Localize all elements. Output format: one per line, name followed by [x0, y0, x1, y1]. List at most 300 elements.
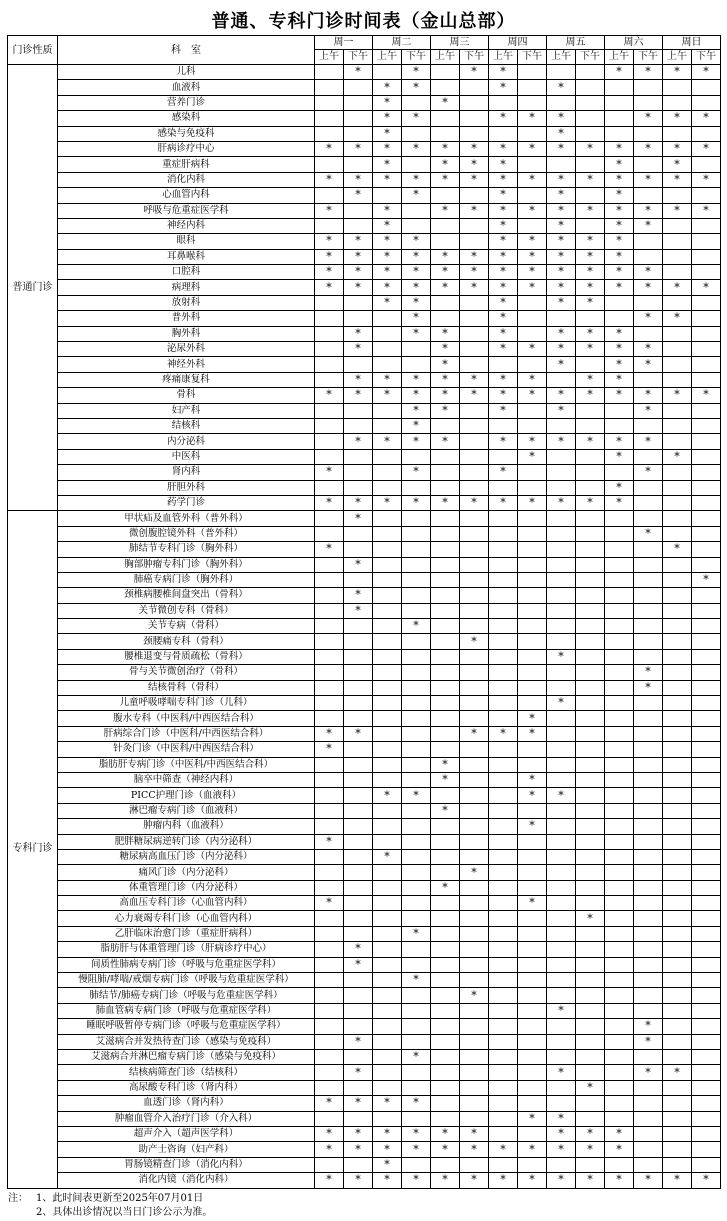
slot-cell: [460, 480, 489, 495]
slot-cell: [344, 1050, 373, 1065]
slot-cell: [663, 834, 692, 849]
slot-cell: *: [402, 1050, 431, 1065]
slot-cell: [373, 557, 402, 572]
slot-cell: *: [344, 495, 373, 510]
slot-cell: *: [634, 388, 663, 403]
slot-cell: [489, 911, 518, 926]
slot-cell: *: [547, 1003, 576, 1018]
slot-cell: [431, 726, 460, 741]
department-cell: 眼科: [58, 234, 315, 249]
department-cell: 肿瘤血管介入治疗门诊（介入科）: [58, 1111, 315, 1126]
slot-cell: [431, 942, 460, 957]
slot-cell: [431, 911, 460, 926]
slot-cell: [634, 449, 663, 464]
slot-cell: [634, 711, 663, 726]
slot-cell: *: [460, 372, 489, 387]
slot-cell: [663, 95, 692, 110]
slot-cell: *: [489, 218, 518, 233]
slot-cell: [431, 926, 460, 941]
slot-cell: [431, 526, 460, 541]
slot-cell: *: [634, 111, 663, 126]
slot-cell: *: [605, 1142, 634, 1157]
slot-cell: [663, 849, 692, 864]
slot-cell: *: [373, 126, 402, 141]
slot-cell: [692, 803, 721, 818]
slot-cell: *: [518, 388, 547, 403]
day-header: 周六: [605, 36, 663, 50]
slot-cell: [692, 1050, 721, 1065]
slot-cell: [518, 357, 547, 372]
slot-cell: [576, 1034, 605, 1049]
slot-cell: *: [373, 849, 402, 864]
slot-cell: *: [692, 280, 721, 295]
slot-cell: [663, 1111, 692, 1126]
slot-cell: [576, 926, 605, 941]
slot-cell: [489, 95, 518, 110]
slot-cell: *: [605, 65, 634, 80]
schedule-body: [8, 65, 721, 1189]
slot-cell: [431, 588, 460, 603]
slot-cell: [692, 1096, 721, 1111]
slot-cell: *: [373, 1126, 402, 1141]
slot-cell: *: [431, 772, 460, 787]
slot-cell: *: [663, 280, 692, 295]
slot-cell: [460, 803, 489, 818]
slot-cell: *: [518, 172, 547, 187]
slot-cell: *: [692, 65, 721, 80]
department-cell: 消化内镜（消化内科）: [58, 1173, 315, 1188]
slot-cell: [663, 188, 692, 203]
slot-cell: [605, 942, 634, 957]
slot-cell: [663, 265, 692, 280]
department-cell: 乙肝临床治愈门诊（重症肝病科）: [58, 926, 315, 941]
department-cell: 妇产科: [58, 403, 315, 418]
slot-cell: [692, 926, 721, 941]
slot-cell: [344, 526, 373, 541]
slot-cell: [518, 957, 547, 972]
slot-cell: [634, 1126, 663, 1141]
slot-cell: [460, 511, 489, 526]
slot-cell: [518, 542, 547, 557]
department-cell: 甲状疝及血管外科（普外科）: [58, 511, 315, 526]
slot-cell: *: [605, 280, 634, 295]
slot-cell: [605, 311, 634, 326]
slot-cell: *: [431, 495, 460, 510]
slot-cell: *: [576, 434, 605, 449]
slot-cell: [315, 557, 344, 572]
slot-cell: [373, 742, 402, 757]
slot-cell: [460, 896, 489, 911]
slot-cell: [692, 542, 721, 557]
slot-cell: [489, 1019, 518, 1034]
slot-cell: [373, 511, 402, 526]
slot-cell: [315, 757, 344, 772]
slot-cell: [402, 772, 431, 787]
department-cell: 肺血管病专病门诊（呼吸与危重症医学科）: [58, 1003, 315, 1018]
slot-cell: [547, 449, 576, 464]
slot-cell: [663, 942, 692, 957]
slot-cell: [547, 742, 576, 757]
slot-cell: *: [315, 265, 344, 280]
slot-cell: [460, 680, 489, 695]
slot-cell: [605, 1080, 634, 1095]
slot-cell: [518, 649, 547, 664]
slot-cell: *: [373, 372, 402, 387]
slot-cell: [692, 1142, 721, 1157]
slot-cell: [663, 557, 692, 572]
slot-cell: [431, 619, 460, 634]
slot-cell: *: [663, 203, 692, 218]
slot-cell: [605, 126, 634, 141]
table-row: [8, 588, 721, 603]
slot-cell: [344, 1080, 373, 1095]
slot-cell: [634, 418, 663, 433]
slot-cell: [692, 511, 721, 526]
slot-cell: [344, 403, 373, 418]
slot-cell: *: [518, 772, 547, 787]
slot-cell: *: [402, 1173, 431, 1188]
slot-cell: [460, 926, 489, 941]
slot-cell: [431, 1096, 460, 1111]
slot-cell: *: [605, 1173, 634, 1188]
table-row: [8, 172, 721, 187]
slot-cell: [373, 819, 402, 834]
slot-cell: [344, 157, 373, 172]
slot-cell: *: [344, 557, 373, 572]
slot-cell: *: [344, 1065, 373, 1080]
slot-cell: [431, 603, 460, 618]
slot-cell: [634, 480, 663, 495]
slot-cell: [518, 1126, 547, 1141]
slot-cell: [663, 526, 692, 541]
slot-cell: [315, 1111, 344, 1126]
slot-cell: *: [576, 342, 605, 357]
table-row: [8, 1173, 721, 1188]
slot-cell: *: [431, 372, 460, 387]
slot-cell: *: [489, 157, 518, 172]
slot-cell: *: [431, 141, 460, 156]
slot-cell: *: [373, 434, 402, 449]
slot-cell: [460, 311, 489, 326]
slot-cell: [344, 665, 373, 680]
table-row: [8, 326, 721, 341]
slot-cell: *: [344, 511, 373, 526]
slot-cell: [605, 526, 634, 541]
slot-cell: [547, 865, 576, 880]
slot-cell: [576, 526, 605, 541]
slot-cell: [373, 588, 402, 603]
slot-cell: [576, 95, 605, 110]
slot-cell: *: [576, 1080, 605, 1095]
slot-cell: [315, 772, 344, 787]
slot-cell: [634, 1080, 663, 1095]
slot-cell: [663, 1080, 692, 1095]
slot-cell: *: [431, 265, 460, 280]
slot-cell: [692, 880, 721, 895]
slot-cell: *: [547, 234, 576, 249]
slot-cell: *: [692, 1173, 721, 1188]
slot-cell: *: [489, 372, 518, 387]
table-row: [8, 772, 721, 787]
department-cell: 高尿酸专科门诊（肾内科）: [58, 1080, 315, 1095]
slot-cell: *: [344, 141, 373, 156]
slot-cell: *: [605, 157, 634, 172]
slot-cell: [663, 973, 692, 988]
slot-cell: [692, 480, 721, 495]
slot-cell: *: [344, 265, 373, 280]
slot-cell: [489, 772, 518, 787]
slot-cell: *: [402, 465, 431, 480]
slot-cell: [460, 542, 489, 557]
table-row: [8, 849, 721, 864]
department-cell: 感染与免疫科: [58, 126, 315, 141]
slot-cell: [402, 480, 431, 495]
slot-cell: [518, 865, 547, 880]
slot-cell: *: [489, 234, 518, 249]
slot-cell: [605, 465, 634, 480]
slot-cell: *: [518, 711, 547, 726]
slot-cell: [344, 757, 373, 772]
table-row: [8, 265, 721, 280]
day-header: 周一: [315, 36, 373, 50]
slot-cell: [373, 772, 402, 787]
slot-cell: *: [634, 265, 663, 280]
slot-cell: [576, 511, 605, 526]
slot-cell: [315, 572, 344, 587]
slot-cell: [344, 680, 373, 695]
slot-cell: [402, 126, 431, 141]
slot-cell: [634, 634, 663, 649]
slot-cell: *: [663, 172, 692, 187]
slot-cell: [402, 542, 431, 557]
slot-cell: [344, 203, 373, 218]
slot-cell: [344, 465, 373, 480]
slot-cell: [547, 65, 576, 80]
slot-cell: *: [315, 896, 344, 911]
slot-cell: *: [518, 372, 547, 387]
slot-cell: [692, 865, 721, 880]
department-cell: 呼吸与危重症医学科: [58, 203, 315, 218]
slot-cell: *: [344, 280, 373, 295]
am-header: 上午: [489, 50, 518, 65]
slot-cell: [692, 757, 721, 772]
slot-cell: [576, 1003, 605, 1018]
slot-cell: [663, 234, 692, 249]
department-cell: 慢阻肺/哮喘/戒烟专病门诊（呼吸与危重症医学科）: [58, 973, 315, 988]
slot-cell: [315, 418, 344, 433]
slot-cell: [692, 665, 721, 680]
slot-cell: [315, 1080, 344, 1095]
slot-cell: *: [344, 434, 373, 449]
slot-cell: *: [344, 1034, 373, 1049]
slot-cell: [460, 1034, 489, 1049]
slot-cell: [634, 1003, 663, 1018]
slot-cell: [518, 65, 547, 80]
day-header: 周四: [489, 36, 547, 50]
slot-cell: [605, 1096, 634, 1111]
slot-cell: [460, 342, 489, 357]
slot-cell: *: [518, 726, 547, 741]
slot-cell: [489, 526, 518, 541]
slot-cell: [402, 342, 431, 357]
slot-cell: [460, 126, 489, 141]
slot-cell: [344, 803, 373, 818]
slot-cell: *: [344, 603, 373, 618]
slot-cell: [518, 295, 547, 310]
slot-cell: [634, 926, 663, 941]
slot-cell: [431, 511, 460, 526]
slot-cell: *: [460, 1173, 489, 1188]
department-cell: 淋巴瘤专病门诊（血液科）: [58, 803, 315, 818]
slot-cell: [373, 311, 402, 326]
slot-cell: *: [460, 265, 489, 280]
slot-cell: *: [518, 819, 547, 834]
slot-cell: [576, 619, 605, 634]
slot-cell: *: [431, 434, 460, 449]
slot-cell: [547, 772, 576, 787]
slot-cell: *: [576, 495, 605, 510]
slot-cell: *: [663, 65, 692, 80]
slot-cell: [634, 295, 663, 310]
slot-cell: [518, 311, 547, 326]
slot-cell: [547, 511, 576, 526]
slot-cell: *: [344, 172, 373, 187]
table-row: [8, 665, 721, 680]
slot-cell: [431, 957, 460, 972]
table-row: [8, 449, 721, 464]
slot-cell: [634, 326, 663, 341]
slot-cell: *: [373, 111, 402, 126]
slot-cell: [576, 680, 605, 695]
slot-cell: [518, 619, 547, 634]
pm-header: 下午: [344, 50, 373, 65]
slot-cell: [663, 249, 692, 264]
slot-cell: [402, 157, 431, 172]
slot-cell: [605, 742, 634, 757]
slot-cell: [315, 449, 344, 464]
table-row: [8, 634, 721, 649]
slot-cell: [634, 957, 663, 972]
slot-cell: [373, 803, 402, 818]
slot-cell: [692, 449, 721, 464]
slot-cell: [315, 649, 344, 664]
slot-cell: [692, 896, 721, 911]
slot-cell: *: [431, 95, 460, 110]
slot-cell: [315, 295, 344, 310]
slot-cell: [344, 218, 373, 233]
slot-cell: [692, 95, 721, 110]
slot-cell: *: [663, 388, 692, 403]
slot-cell: [547, 588, 576, 603]
slot-cell: [373, 911, 402, 926]
slot-cell: [431, 696, 460, 711]
slot-cell: [634, 495, 663, 510]
department-cell: 结核科: [58, 418, 315, 433]
slot-cell: [663, 1096, 692, 1111]
slot-cell: [489, 449, 518, 464]
slot-cell: [547, 803, 576, 818]
slot-cell: [373, 896, 402, 911]
slot-cell: [692, 726, 721, 741]
slot-cell: [402, 1034, 431, 1049]
department-cell: 放射科: [58, 295, 315, 310]
slot-cell: [402, 988, 431, 1003]
slot-cell: *: [315, 141, 344, 156]
slot-cell: [315, 357, 344, 372]
slot-cell: [576, 588, 605, 603]
slot-cell: *: [518, 141, 547, 156]
slot-cell: [663, 80, 692, 95]
slot-cell: [489, 649, 518, 664]
slot-cell: [547, 95, 576, 110]
slot-cell: [663, 418, 692, 433]
slot-cell: *: [315, 465, 344, 480]
slot-cell: [692, 265, 721, 280]
slot-cell: *: [547, 1142, 576, 1157]
slot-cell: [518, 1003, 547, 1018]
slot-cell: *: [547, 280, 576, 295]
slot-cell: [431, 1019, 460, 1034]
slot-cell: *: [344, 1096, 373, 1111]
slot-cell: [402, 526, 431, 541]
slot-cell: [692, 372, 721, 387]
slot-cell: [460, 1019, 489, 1034]
slot-cell: [576, 418, 605, 433]
slot-cell: [547, 926, 576, 941]
table-row: [8, 126, 721, 141]
slot-cell: [373, 880, 402, 895]
slot-cell: [489, 849, 518, 864]
slot-cell: *: [489, 326, 518, 341]
slot-cell: [518, 942, 547, 957]
slot-cell: [402, 696, 431, 711]
slot-cell: *: [547, 342, 576, 357]
slot-cell: *: [576, 1142, 605, 1157]
slot-cell: [605, 418, 634, 433]
slot-cell: [634, 911, 663, 926]
slot-cell: *: [605, 495, 634, 510]
slot-cell: [489, 880, 518, 895]
slot-cell: [663, 1034, 692, 1049]
slot-cell: *: [315, 1126, 344, 1141]
slot-cell: [431, 295, 460, 310]
table-row: [8, 988, 721, 1003]
slot-cell: [634, 1157, 663, 1172]
day-header: 周五: [547, 36, 605, 50]
department-cell: 糖尿病高血压门诊（内分泌科）: [58, 849, 315, 864]
slot-cell: [634, 772, 663, 787]
department-cell: 肺结节/肺癌专病门诊（呼吸与危重症医学科）: [58, 988, 315, 1003]
slot-cell: [431, 819, 460, 834]
slot-cell: [373, 403, 402, 418]
slot-cell: [692, 295, 721, 310]
slot-cell: [431, 188, 460, 203]
slot-cell: [489, 665, 518, 680]
slot-cell: [431, 665, 460, 680]
slot-cell: [402, 880, 431, 895]
slot-cell: *: [547, 172, 576, 187]
slot-cell: [692, 126, 721, 141]
slot-cell: *: [663, 157, 692, 172]
slot-cell: *: [315, 388, 344, 403]
slot-cell: *: [344, 188, 373, 203]
slot-cell: [518, 1080, 547, 1095]
slot-cell: [692, 942, 721, 957]
slot-cell: [663, 588, 692, 603]
slot-cell: [692, 988, 721, 1003]
slot-cell: [663, 572, 692, 587]
table-row: [8, 65, 721, 80]
